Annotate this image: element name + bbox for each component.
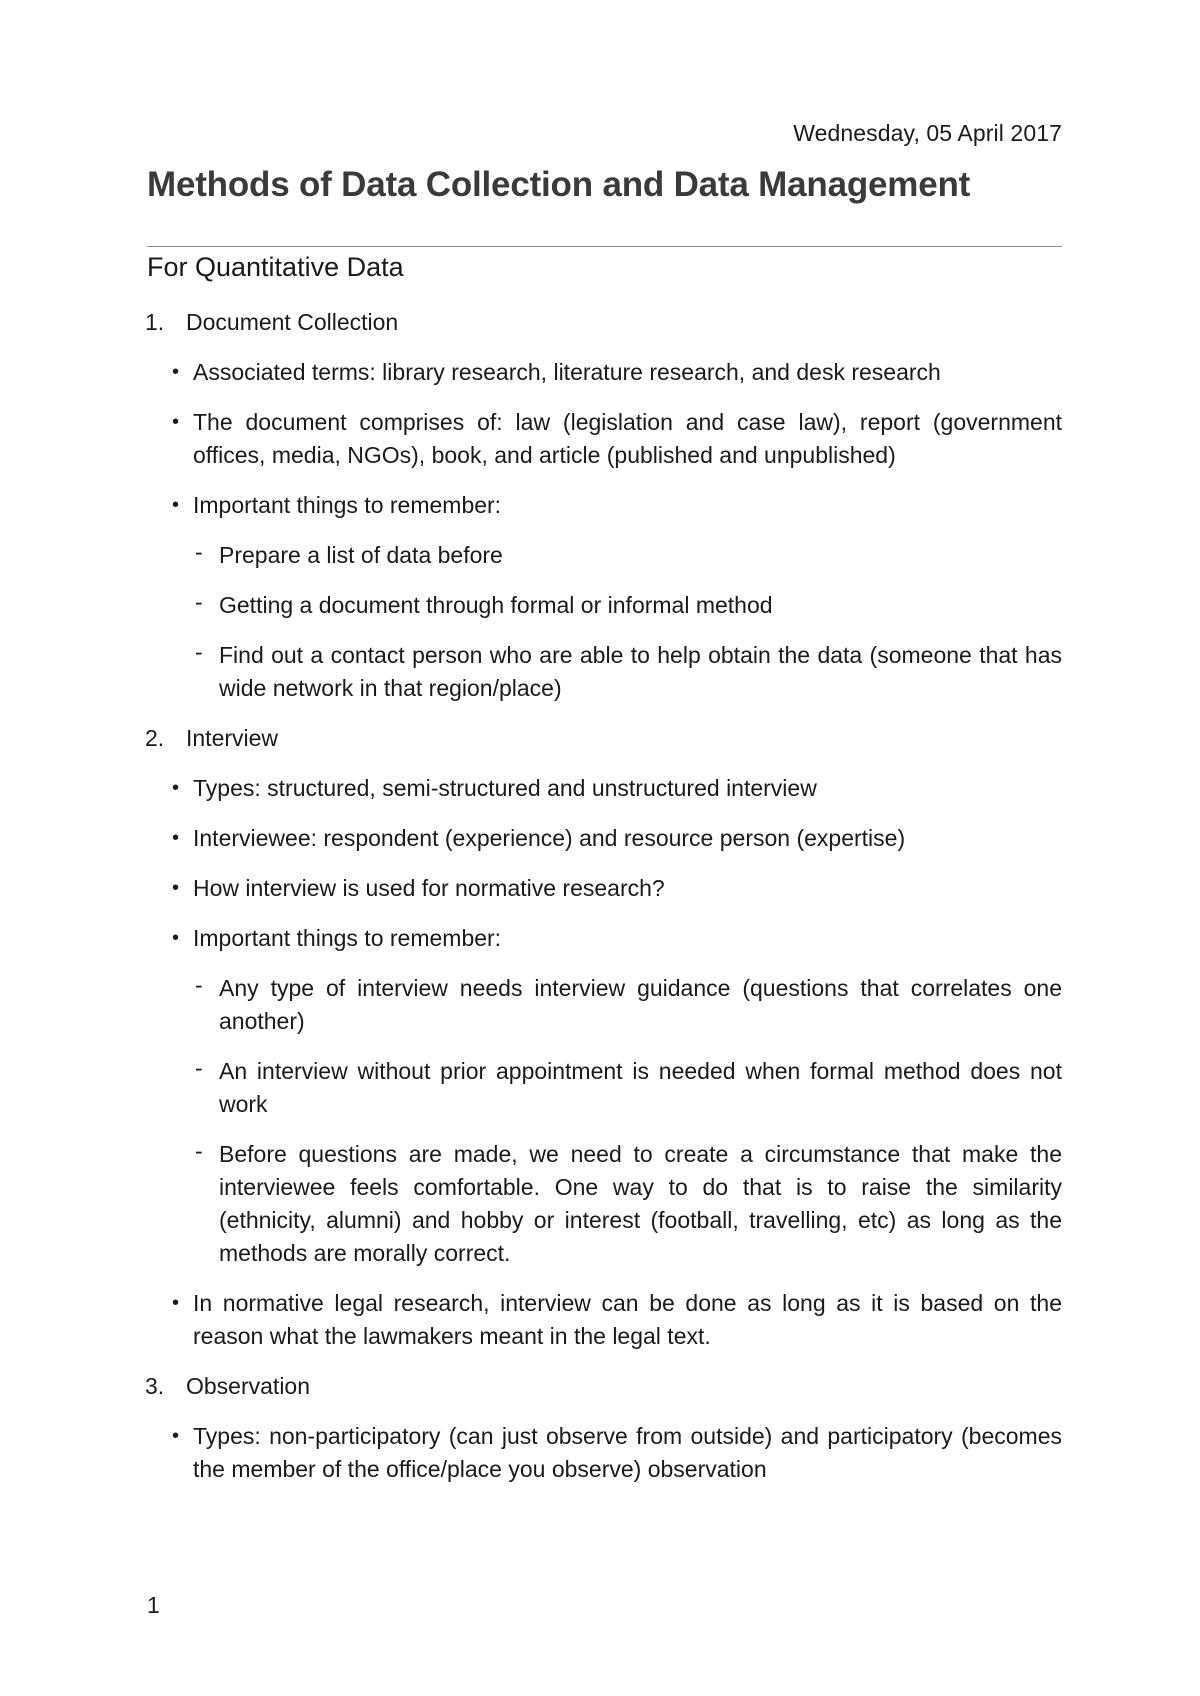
dash-icon: - [195,972,203,998]
dash-text: Prepare a list of data before [219,542,503,568]
bullet-item [147,922,1062,955]
bullet-text: How interview is used for normative research? [193,875,665,901]
item-number: 3. [145,1373,165,1399]
bullet-text: Interviewee: respondent (experience) and resource person (expertise) [193,825,906,851]
bullet-text: In normative legal research, interview can be done as long as it is based on the reason what the lawmakers meant in the legal text. [193,1290,1062,1349]
item-label: Document Collection [186,309,399,335]
bullet-text: Important things to remember: [193,492,502,518]
bullet-icon: • [172,411,180,433]
dash-item [147,1138,1062,1270]
document-date: Wednesday, 05 April 2017 [793,120,1062,146]
bullet-text: Associated terms: library research, literature research, and desk research [193,359,941,385]
bullet-text: Types: non-participatory (can just observe from outside) and participatory (becomes the member of the office/place you observe) observation [193,1423,1062,1482]
numbered-item-document-collection [147,306,1062,339]
page-number: 1 [147,1592,160,1618]
dash-text: Any type of interview needs interview guidance (questions that correlates one another) [219,975,1062,1034]
item-number: 2. [145,725,165,751]
item-label: Interview [186,725,279,751]
bullet-item [147,1287,1062,1353]
bullet-icon: • [172,927,180,949]
bullet-item [147,772,1062,805]
dash-item [147,1055,1062,1121]
bullet-item [147,872,1062,905]
dash-icon: - [195,1055,203,1081]
bullet-item [147,489,1062,522]
dash-text: Before questions are made, we need to create a circumstance that make the interviewee feels comfortable. One way to do that is to raise the similarity (ethnicity, alumni) and hobby or interest (football, travelling, etc) as long as the methods are morally correct. [219,1141,1062,1266]
numbered-item-observation [147,1370,1062,1403]
dash-text: An interview without prior appointment is needed when formal method does not work [219,1058,1062,1117]
item-label: Observation [186,1373,311,1399]
bullet-text: The document comprises of: law (legislation and case law), report (government offices, media, NGOs), book, and article (published and unpublished) [193,409,1062,468]
dash-icon: - [195,589,203,615]
bullet-item [147,822,1062,855]
bullet-text: Types: structured, semi-structured and unstructured interview [193,775,817,801]
document-page [147,0,1062,1696]
dash-icon: - [195,639,203,665]
dash-text: Getting a document through formal or informal method [219,592,773,618]
bullet-icon: • [172,1292,180,1314]
bullet-text: Important things to remember: [193,925,502,951]
bullet-icon: • [172,361,180,383]
document-title: Methods of Data Collection and Data Management [147,165,971,204]
dash-text: Find out a contact person who are able to help obtain the data (someone that has wide network in that region/place) [219,642,1062,701]
bullet-icon: • [172,494,180,516]
numbered-item-interview [147,722,1062,755]
document-body [147,306,1062,1503]
dash-item [147,539,1062,572]
dash-item [147,972,1062,1038]
dash-icon: - [195,1138,203,1164]
bullet-icon: • [172,877,180,899]
dash-item [147,639,1062,705]
dash-icon: - [195,539,203,565]
bullet-item [147,356,1062,389]
bullet-icon: • [172,1425,180,1447]
bullet-item [147,406,1062,472]
bullet-item [147,1420,1062,1486]
section-heading: For Quantitative Data [147,252,404,282]
item-number: 1. [145,309,165,335]
bullet-icon: • [172,827,180,849]
title-divider [147,246,1062,247]
dash-item [147,589,1062,622]
bullet-icon: • [172,777,180,799]
